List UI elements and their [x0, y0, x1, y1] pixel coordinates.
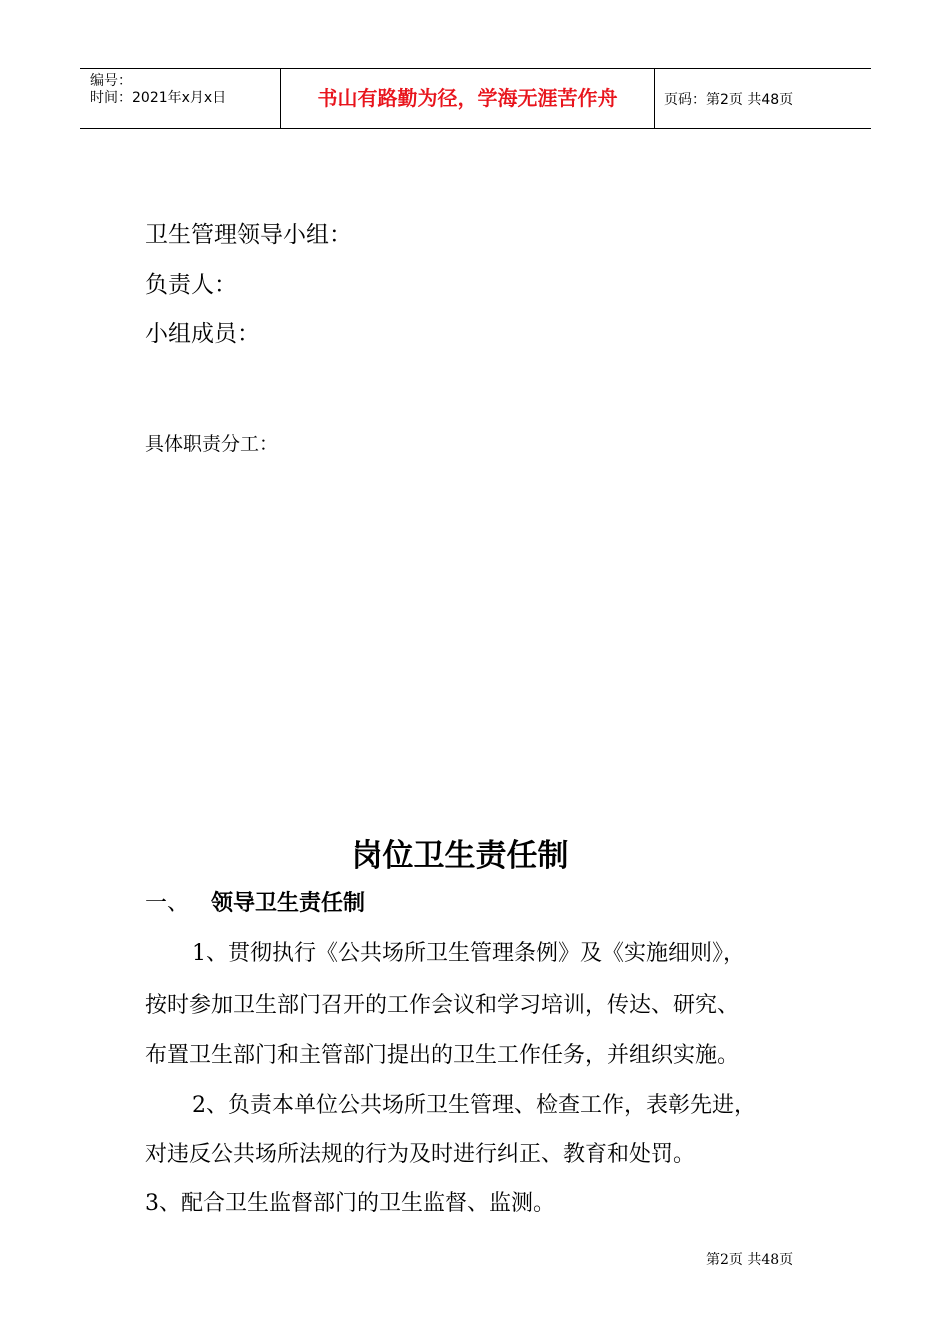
section-number: 一、 [145, 891, 190, 916]
paragraph-line: 1、贯彻执行《公共场所卫生管理条例》及《实施细则》， [192, 941, 745, 966]
duties-label: 具体职责分工： [145, 433, 279, 455]
page-footer: 第2页 共48页 [706, 1252, 794, 1268]
paragraph-line: 对违反公共场所法规的行为及时进行纠正、教育和处罚。 [145, 1142, 696, 1167]
paragraph-line: 按时参加卫生部门召开的工作会议和学习培训，传达、研究、 [145, 993, 740, 1018]
paragraph-line: 2、负责本单位公共场所卫生管理、检查工作，表彰先进， [192, 1093, 756, 1118]
document-header [80, 68, 871, 129]
group-label: 卫生管理领导小组： [145, 222, 352, 248]
header-page-cell [655, 69, 871, 128]
section-title: 领导卫生责任制 [211, 891, 366, 916]
serial-number-label: 编号： [90, 73, 132, 89]
header-motto-cell [281, 69, 655, 128]
motto-text: 书山有路勤为径，学海无涯苦作舟 [317, 86, 618, 110]
paragraph-line: 3、配合卫生监督部门的卫生监督、监测。 [145, 1191, 555, 1216]
members-label: 小组成员： [145, 321, 260, 347]
page-title: 岗位卫生责任制 [351, 838, 569, 874]
page-info: 页码：第2页 共48页 [664, 92, 794, 108]
paragraph-line: 布置卫生部门和主管部门提出的卫生工作任务，并组织实施。 [145, 1043, 740, 1068]
section-heading [145, 886, 365, 917]
header-meta-cell [80, 69, 281, 128]
time-label: 时间：2021年x月x日 [90, 90, 227, 106]
leader-label: 负责人： [145, 272, 237, 298]
